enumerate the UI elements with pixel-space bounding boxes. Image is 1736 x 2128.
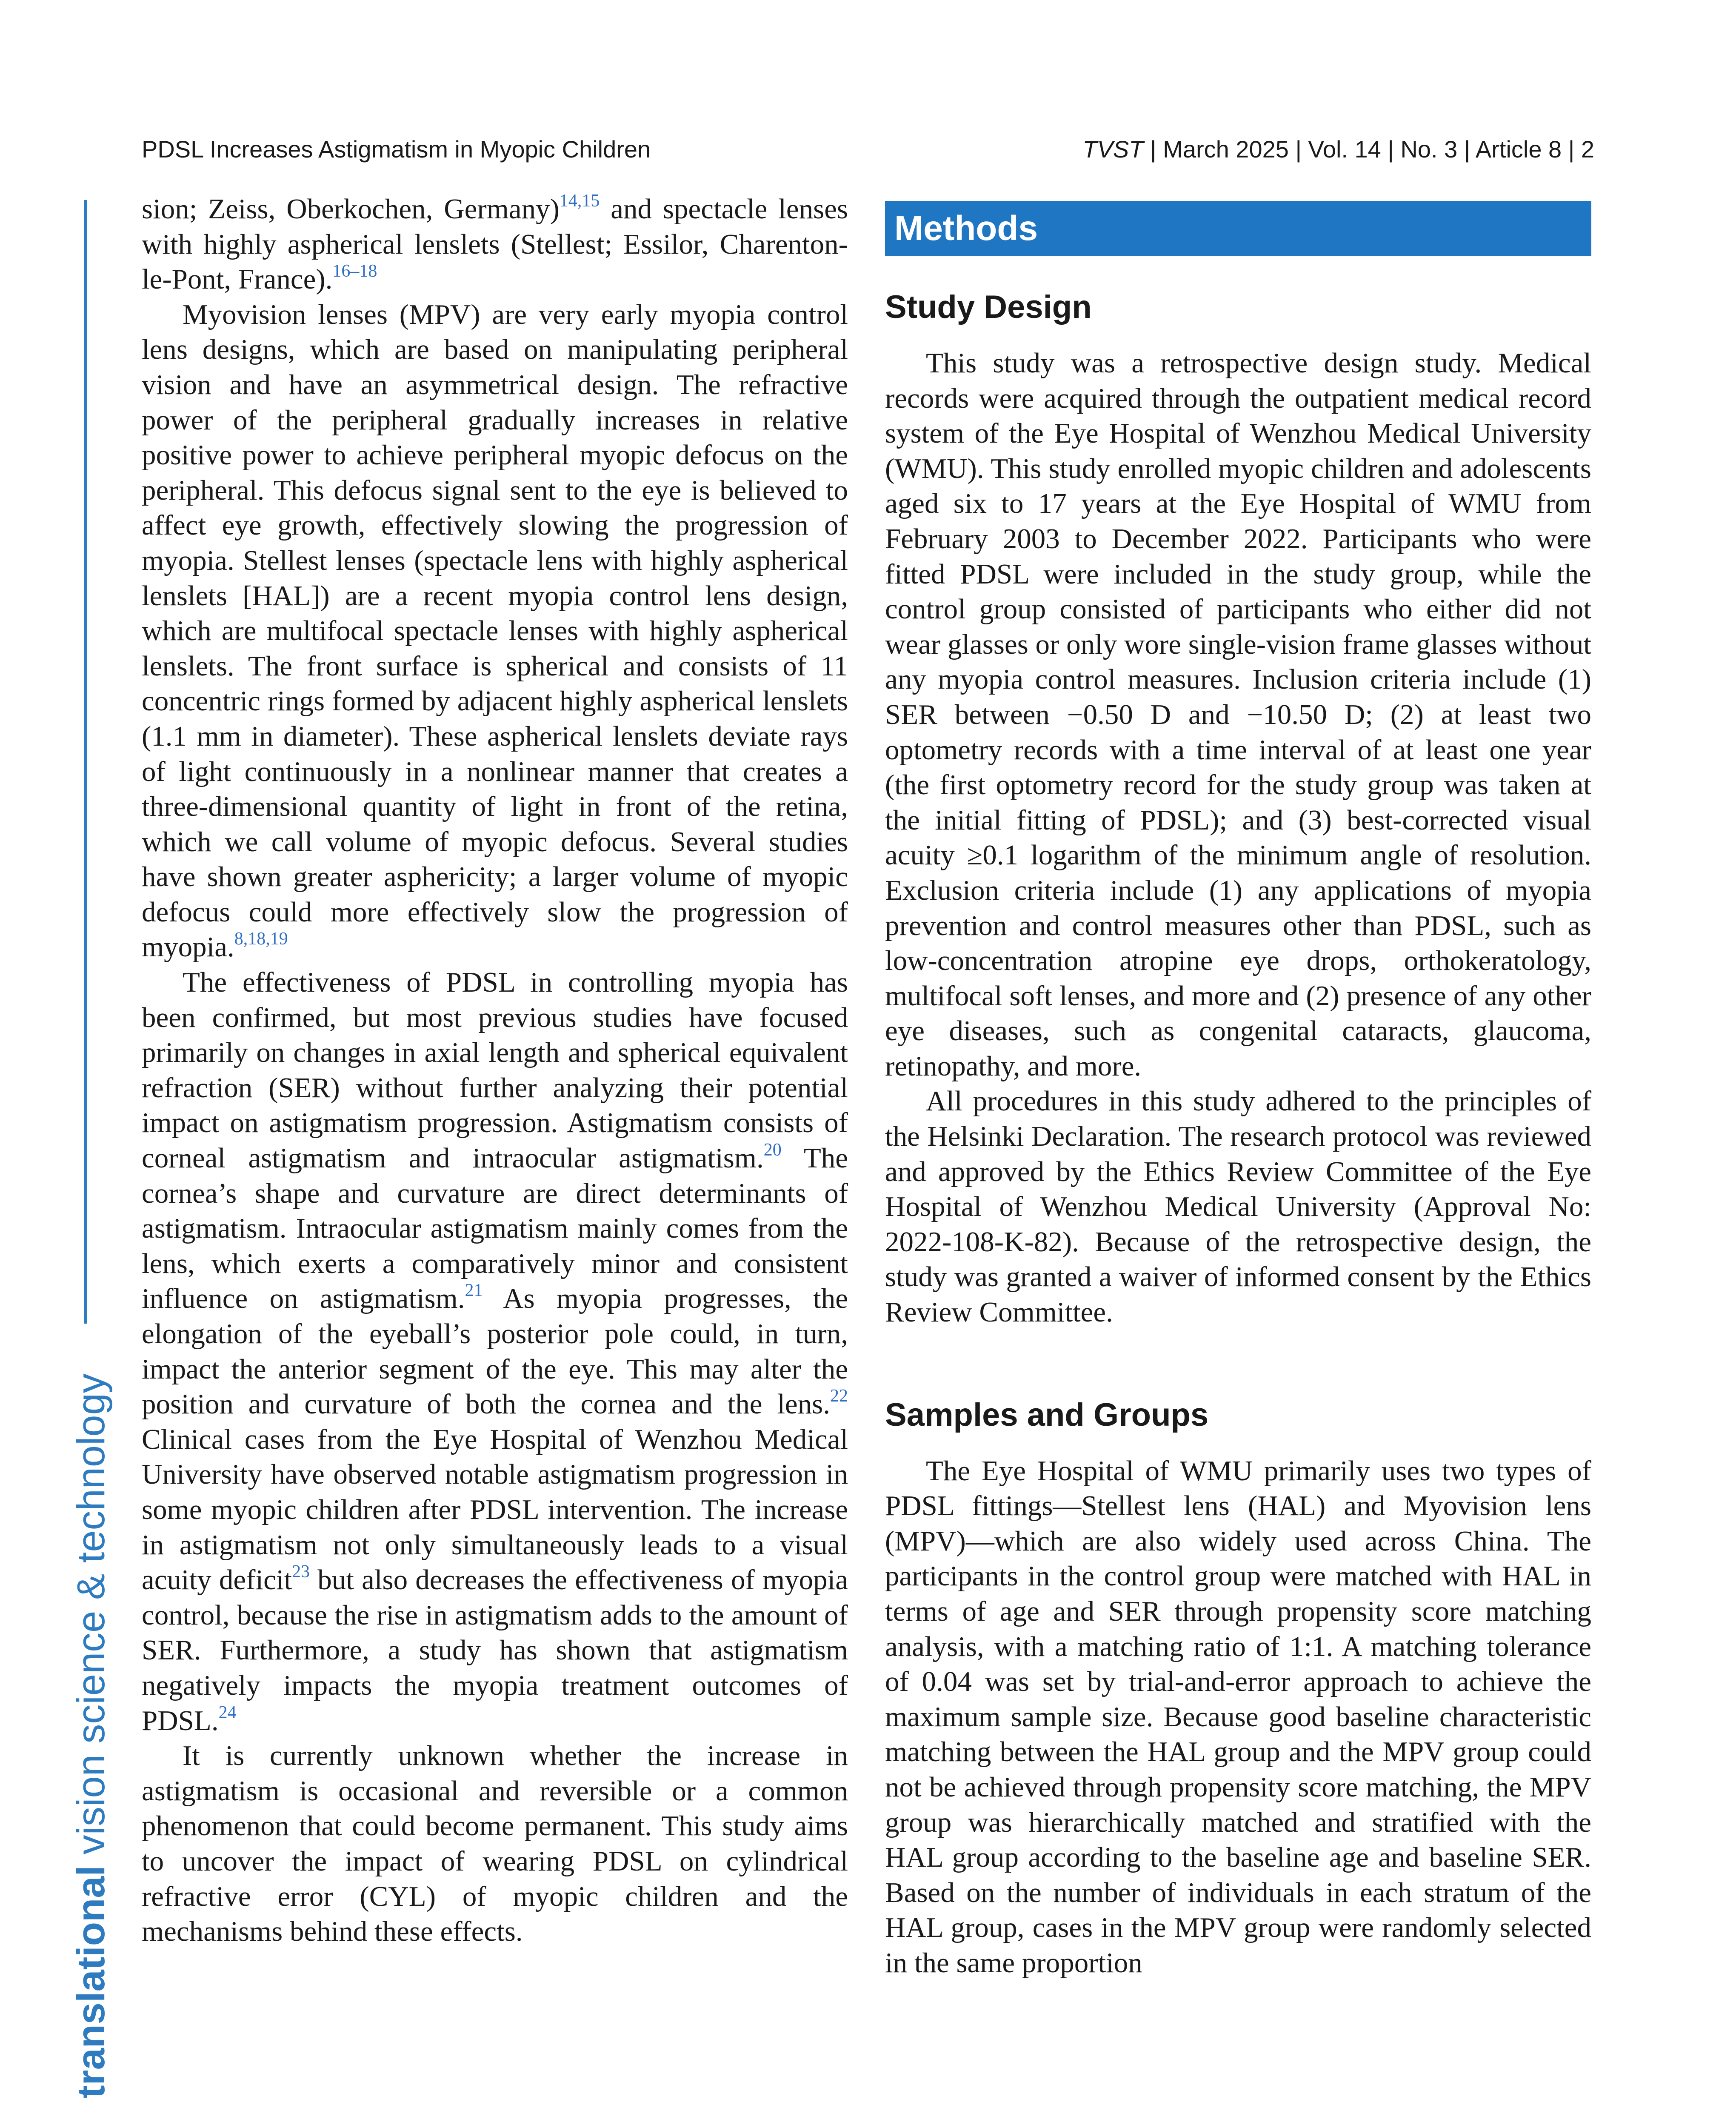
running-title: PDSL Increases Astigmatism in Myopic Children: [142, 136, 651, 163]
citation-link[interactable]: 14,15: [559, 191, 600, 211]
journal-brand: [70, 1373, 112, 2098]
journal-abbrev: TVST: [1082, 136, 1144, 163]
citation-link[interactable]: 21: [465, 1281, 483, 1301]
paragraph: It is currently unknown whether the increase in astigmatism is occasional and reversible or a common phenomenon that could become permanent. This study aims to uncover the impact of wearing PDSL on cylindrical refractive error (CYL) of myopic children and the mechanisms behind these effects.: [142, 1740, 848, 1948]
citation-link[interactable]: 8,18,19: [234, 929, 288, 949]
paragraph: The Eye Hospital of WMU primarily uses two types of PDSL fittings—Stellest lens (HAL) and Myovision lens (MPV)—which are also widely used across China. The participants in the control group were matched with HAL in terms of age and SER through propensity score matching analysis, with a matching ratio of 1:1. A matching tolerance of 0.04 was set by trial-and-error approach to achieve the maximum sample size. Because good baseline characteristic matching between the HAL group and the MPV group could not be achieved through propensity score matching, the MPV group was hierarchically matched and stratified with the HAL group according to the baseline age and baseline SER. Based on the number of individuals in each stratum of the HAL group, cases in the MPV group were randomly selected in the same proportion: [885, 1455, 1591, 1979]
citation-link[interactable]: 16–18: [332, 261, 377, 281]
issue-details: | March 2025 | Vol. 14 | No. 3 | Article 8 | 2: [1143, 136, 1594, 163]
citation-link[interactable]: 20: [763, 1140, 782, 1160]
running-header: [142, 135, 1594, 169]
brand-bold: translational: [69, 1865, 113, 2098]
right-column: [885, 192, 1591, 1981]
subsection-heading-samples: Samples and Groups: [885, 1396, 1209, 1433]
paragraph: The effectiveness of PDSL in controlling myopia has been confirmed, but most previous studies have focused primarily on changes in axial length and spherical equivalent refraction (SER) without further analyzing their potential impact on astigmatism progression. Astigmatism consists of corneal astigmatism and intraocular astigmatism.$^{20}$ The cornea’s shape and curvature are direct determinants of astigmatism. Intraocular astigmatism mainly comes from the lens, which exerts a comparatively minor and consistent influence on astigmatism.$^{21}$ As myopia progresses, the elongation of the eyeball’s posterior pole could, in turn, impact the anterior segment of the eye. This may alter the position and curvature of both the cornea and the lens.$^{22}$ Clinical cases from the Eye Hospital of Wenzhou Medical University have observed notable astigmatism progression in some myopic children after PDSL intervention. The increase in astigmatism not only simultaneously leads to a visual acuity deficit$^{23}$ but also decreases the effectiveness of myopia control, because the rise in astigmatism adds to the amount of SER. Furthermore, a study has shown that astigmatism negatively impacts the myopia treatment outcomes of PDSL.$^{24}$: [142, 967, 848, 1736]
journal-side-banner: [64, 200, 113, 2098]
section-title-methods: Methods: [885, 201, 1591, 256]
side-rule: [84, 200, 87, 1324]
citation-link[interactable]: 22: [830, 1386, 848, 1406]
paragraph: sion; Zeiss, Oberkochen, Germany)$^{14,15}$ and spectacle lenses with highly aspherical lenslets (Stellest; Essilor, Charenton-le-Pont, France).$^{16-18}$: [142, 191, 848, 295]
left-column: [142, 192, 848, 1949]
paragraph: This study was a retrospective design study. Medical records were acquired through the outpatient medical record system of the Eye Hospital of Wenzhou Medical University (WMU). This study enrolled myopic children and adolescents aged six to 17 years at the Eye Hospital of WMU from February 2003 to December 2022. Participants who were fitted PDSL were included in the study group, while the control group consisted of participants who either did not wear glasses or only wore single-vision frame glasses without any myopia control measures. Inclusion criteria include (1) SER between −0.50 D and −10.50 D; (2) at least two optometry records with a time interval of at least one year (the first optometry record for the study group was taken at the initial fitting of PDSL); and (3) best-corrected visual acuity ≥0.1 logarithm of the minimum angle of resolution. Exclusion criteria include (1) any applications of myopia prevention and control measures other than PDSL, such as low-concentration atropine eye drops, orthokeratology, multifocal soft lenses, and more and (2) presence of any other eye diseases, such as congenital cataracts, glaucoma, retinopathy, and more.: [885, 347, 1591, 1082]
citation-link[interactable]: 23: [292, 1562, 310, 1582]
brand-rest: vision science & technology: [69, 1373, 113, 1865]
paragraph: Myovision lenses (MPV) are very early myopia control lens designs, which are based on manipulating peripheral vision and have an asymmetrical design. The refractive power of the peripheral gradually increases in relative positive power to achieve peripheral myopic defocus on the peripheral. This defocus signal sent to the eye is believed to affect eye growth, effectively slowing the progression of myopia. Stellest lenses (spectacle lens with highly aspherical lenslets [HAL]) are a recent myopia control lens design, which are multifocal spectacle lenses with highly aspherical lenslets. The front surface is spherical and consists of 11 concentric rings formed by adjacent highly aspherical lenslets (1.1 mm in diameter). These aspherical lenslets deviate rays of light continuously in a nonlinear manner that creates a three-dimensional quantity of light in front of the retina, which we call volume of myopic defocus. Several studies have shown greater asphericity; a larger volume of myopic defocus could more effectively slow the progression of myopia.$^{8,18,19}$: [142, 298, 848, 963]
journal-issue-info: [1082, 135, 1594, 163]
paragraph: All procedures in this study adhered to the principles of the Helsinki Declaration. The research protocol was reviewed and approved by the Ethics Review Committee of the Eye Hospital of Wenzhou Medical University (Approval No: 2022-108-K-82). Because of the retrospective design, the study was granted a waiver of informed consent by the Ethics Review Committee.: [885, 1085, 1591, 1328]
subsection-heading-study-design: Study Design: [885, 289, 1092, 325]
citation-link[interactable]: 24: [218, 1702, 237, 1722]
